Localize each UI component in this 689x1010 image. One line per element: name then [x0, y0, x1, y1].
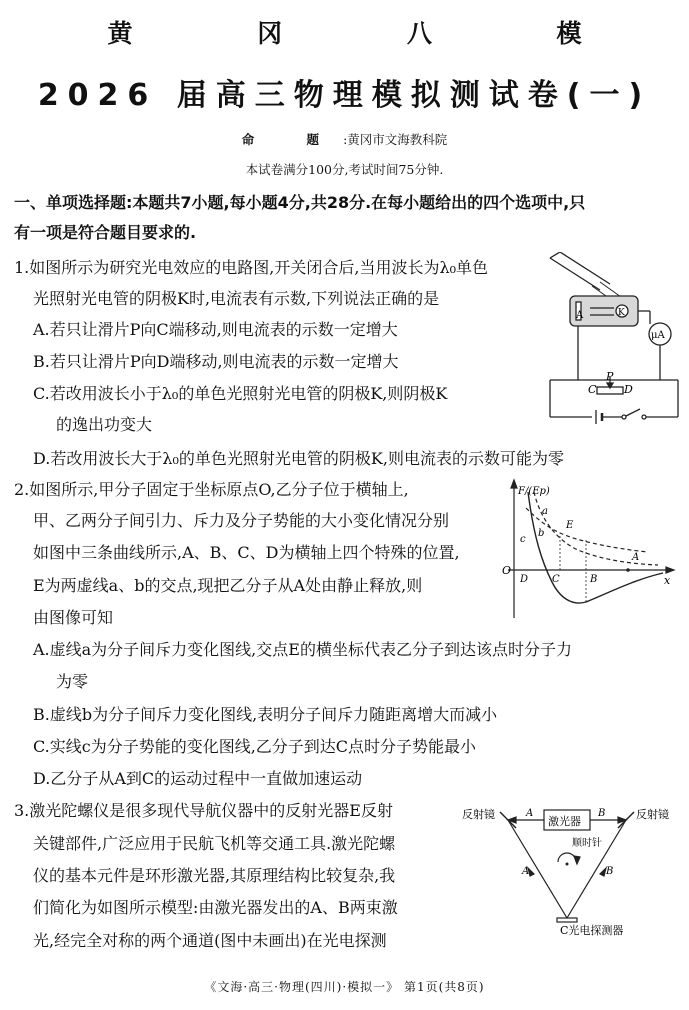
y-axis-label: F/(Ep)	[518, 486, 550, 497]
q1-option-c-line1: C.若改用波长小于λ₀的单色光照射光电管的阴极K,则阴极K	[33, 384, 448, 403]
slider-end-c-label: C	[588, 383, 597, 396]
curve-c-label: c	[520, 534, 526, 545]
beam-a-top-label: A	[526, 808, 534, 819]
q2-option-a-line1: A.虚线a为分子间斥力变化图线,交点E的横坐标代表乙分子到达该点时分子力	[33, 640, 572, 659]
q3-stem-line4: 们简化为如图所示模型:由激光器发出的A、B两束激	[33, 898, 398, 917]
beam-b-side-label: B	[606, 866, 614, 877]
author-label: 命 题	[241, 132, 344, 147]
author-value: :黄冈市文海教科院	[343, 132, 448, 147]
q1-option-b: B.若只让滑片P向D端移动,则电流表的示数一定增大	[33, 352, 399, 371]
beam-a-side-label: A	[522, 866, 530, 877]
laser-label: 激光器	[548, 815, 581, 828]
clockwise-label: 顺时针	[572, 838, 602, 849]
photodetector-label: C光电探测器	[560, 924, 624, 937]
molecular-force-graph	[498, 478, 678, 626]
exam-note: 本试卷满分100分,考试时间75分钟.	[245, 162, 444, 177]
point-c-label: C	[552, 574, 560, 585]
page-title: 2026 届高三物理模拟测试卷(一)	[37, 78, 652, 113]
section-heading-line2: 有一项是符合题目要求的.	[14, 223, 197, 242]
point-d-label: D	[520, 574, 529, 585]
microammeter-label: μA	[651, 330, 665, 341]
left-mirror-label: 反射镜	[462, 808, 495, 821]
q1-stem-line2: 光照射光电管的阴极K时,电流表有示数,下列说法正确的是	[33, 289, 440, 308]
curve-b-label: b	[538, 528, 545, 539]
q1-option-d: D.若改用波长大于λ₀的单色光照射光电管的阴极K,则电流表的示数可能为零	[33, 449, 564, 468]
right-mirror-label: 反射镜	[636, 808, 669, 821]
q2-stem-line5: 由图像可知	[33, 608, 114, 627]
anode-label: A	[576, 310, 584, 321]
q2-stem-line4: E为两虚线a、b的交点,现把乙分子从A处由静止释放,则	[33, 576, 423, 595]
q2-option-d: D.乙分子从A到C的运动过程中一直做加速运动	[33, 769, 363, 788]
q1-option-c-line2: 的逸出功变大	[56, 415, 153, 434]
point-e-label: E	[566, 520, 574, 531]
beam-b-top-label: B	[598, 808, 606, 819]
q2-stem-line2: 甲、乙两分子间引力、斥力及分子势能的大小变化情况分别	[33, 511, 450, 530]
q1-stem-line1: 1.如图所示为研究光电效应的电路图,开关闭合后,当用波长为λ₀单色	[14, 258, 488, 277]
q1-option-a: A.若只让滑片P向C端移动,则电流表的示数一定增大	[33, 320, 398, 339]
section-heading-line1: 一、单项选择题:本题共7小题,每小题4分,共28分.在每小题给出的四个选项中,只	[14, 193, 586, 212]
q2-option-c: C.实线c为分子势能的变化图线,乙分子到达C点时分子势能最小	[33, 737, 477, 756]
q2-option-b: B.虚线b为分子间斥力变化图线,表明分子间斥力随距离增大而减小	[33, 705, 498, 724]
laser-gyroscope-figure	[460, 800, 685, 950]
q2-option-a-line2: 为零	[56, 672, 89, 691]
slider-p-label: P	[606, 370, 614, 383]
q3-stem-line2: 关键部件,广泛应用于民航飞机等交通工具.激光陀螺	[33, 834, 396, 853]
point-a-label: A	[632, 552, 640, 563]
photoelectric-circuit-figure	[540, 252, 685, 427]
series-title: 黄 冈 八 模	[107, 19, 640, 48]
section-heading	[14, 188, 678, 248]
q2-stem-line1: 2.如图所示,甲分子固定于坐标原点O,乙分子位于横轴上,	[14, 480, 409, 499]
page-footer: 《文海·高三·物理(四川)·模拟一》 第1页(共8页)	[204, 980, 485, 994]
cathode-label: K	[618, 308, 625, 318]
x-axis-label: x	[664, 574, 671, 587]
slider-end-d-label: D	[624, 383, 633, 396]
q3-stem-line3: 仪的基本元件是环形激光器,其原理结构比较复杂,我	[33, 866, 396, 885]
curve-a-label: a	[542, 506, 548, 517]
point-b-label: B	[590, 574, 598, 585]
author-line	[0, 130, 689, 148]
q2-stem-line3: 如图中三条曲线所示,A、B、C、D为横轴上四个特殊的位置,	[33, 543, 460, 562]
q3-stem-line5: 光,经完全对称的两个通道(图中未画出)在光电探测	[33, 931, 387, 950]
origin-label: O	[502, 564, 512, 577]
q3-stem-line1: 3.激光陀螺仪是很多现代导航仪器中的反射光器E反射	[14, 801, 393, 820]
